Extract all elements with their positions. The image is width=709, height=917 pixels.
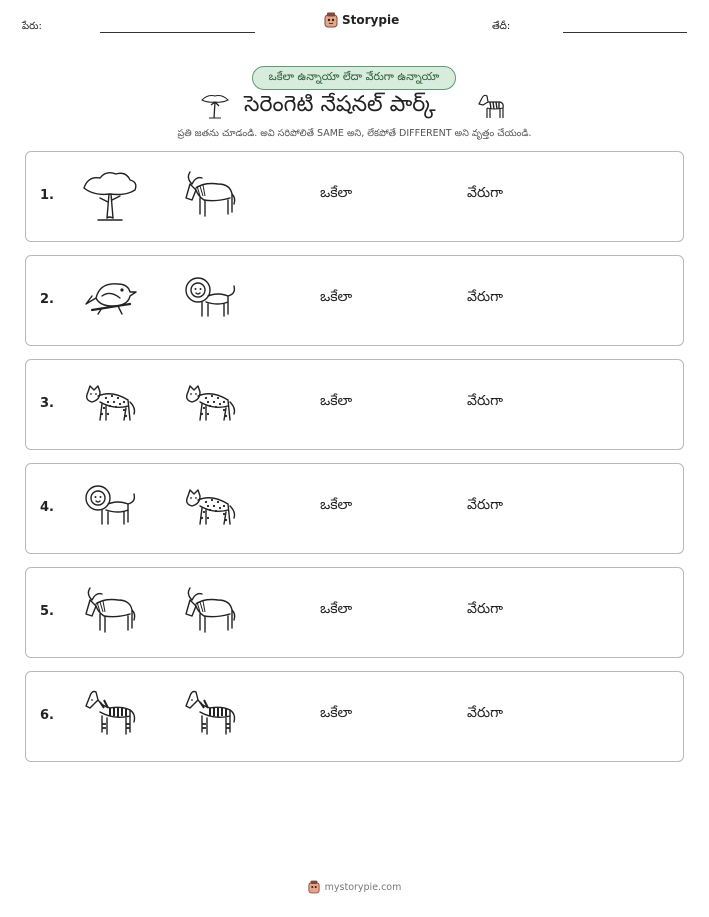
zebra-icon (476, 92, 508, 122)
brand-logo (324, 12, 399, 28)
storypie-mascot-icon (308, 880, 320, 894)
wildebeest-icon (78, 582, 140, 644)
bird-icon (78, 270, 140, 332)
page-title: సెరెంగెటి నేషనల్ పార్క్ (244, 92, 436, 117)
wildebeest-picture (78, 582, 140, 644)
question-number: 1. (40, 188, 54, 203)
footer (0, 880, 709, 894)
wildebeest-picture (178, 582, 240, 644)
hyena-picture (178, 478, 240, 540)
same-option[interactable]: ఒకేలా (320, 185, 353, 201)
same-option[interactable]: ఒకేలా (320, 289, 353, 305)
wildebeest-icon (178, 582, 240, 644)
question-row-4 (25, 463, 684, 554)
hyena-picture (78, 374, 140, 436)
same-option[interactable]: ఒకేలా (320, 705, 353, 721)
lion-icon (78, 478, 140, 540)
title-row (0, 90, 709, 124)
worksheet-badge: ఒకేలా ఉన్నాయా లేదా వేరుగా ఉన్నాయా (252, 66, 456, 90)
question-row-5 (25, 567, 684, 658)
hyena-icon (178, 374, 240, 436)
zebra-picture (78, 686, 140, 748)
footer-url[interactable]: mystorypie.com (324, 881, 402, 893)
zebra-icon (178, 686, 240, 748)
tree-picture (78, 166, 140, 228)
question-row-3 (25, 359, 684, 450)
question-number: 2. (40, 292, 54, 307)
same-option[interactable]: ఒకేలా (320, 393, 353, 409)
question-row-1 (25, 151, 684, 242)
hyena-icon (178, 478, 240, 540)
hyena-icon (78, 374, 140, 436)
question-number: 6. (40, 708, 54, 723)
acacia-tree-icon (200, 92, 230, 120)
zebra-icon (78, 686, 140, 748)
same-option[interactable]: ఒకేలా (320, 601, 353, 617)
question-number: 5. (40, 604, 54, 619)
different-option[interactable]: వేరుగా (467, 497, 503, 513)
lion-picture (178, 270, 240, 332)
lion-icon (178, 270, 240, 332)
same-option[interactable]: ఒకేలా (320, 497, 353, 513)
header (0, 0, 709, 40)
different-option[interactable]: వేరుగా (467, 393, 503, 409)
tree-icon (78, 166, 140, 228)
storypie-mascot-icon (324, 12, 338, 28)
lion-picture (78, 478, 140, 540)
different-option[interactable]: వేరుగా (467, 705, 503, 721)
zebra-picture (178, 686, 240, 748)
date-field[interactable] (563, 32, 687, 33)
instructions: ప్రతి జతను చూడండి. అవి సరిపోలితే SAME అని, లేకపోతే DIFFERENT అని వృత్తం చేయండి. (177, 128, 532, 139)
question-row-6 (25, 671, 684, 762)
bird-picture (78, 270, 140, 332)
hyena-picture (178, 374, 240, 436)
wildebeest-icon (178, 166, 240, 228)
different-option[interactable]: వేరుగా (467, 289, 503, 305)
question-row-2 (25, 255, 684, 346)
name-label: పేరు: (22, 21, 42, 32)
question-number: 3. (40, 396, 54, 411)
wildebeest-picture (178, 166, 240, 228)
different-option[interactable]: వేరుగా (467, 185, 503, 201)
question-number: 4. (40, 500, 54, 515)
date-label: తేదీ: (492, 21, 511, 32)
different-option[interactable]: వేరుగా (467, 601, 503, 617)
name-field[interactable] (100, 32, 255, 33)
brand-name: Storypie (342, 13, 400, 27)
